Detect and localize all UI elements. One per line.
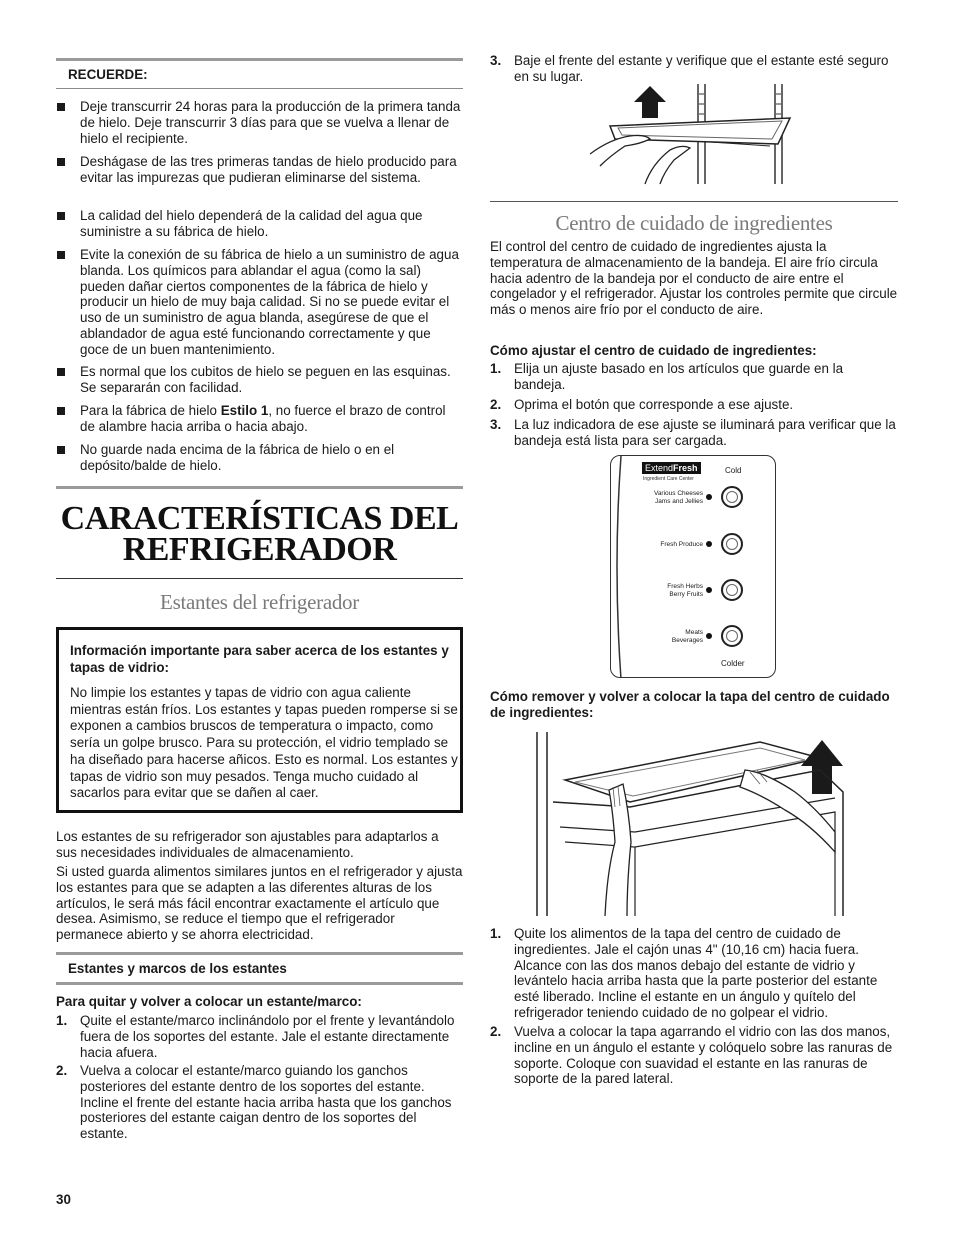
- remember-heading: RECUERDE:: [68, 67, 148, 82]
- bullet-square-icon: [57, 212, 65, 220]
- remember-item: Evite la conexión de su fábrica de hielo a un suministro de agua blanda. Los químicos para ablandar el agua (como la sal) pueden dañar ciertos componentes de la fábrica de hielo y producir un hielo de muy baja calidad. Si no se puede evitar el uso de un suministro de agua blanda, asegúrese de que el ablandador de agua esté funcionando correctamente y que goce de un buen mantenimiento.: [56, 247, 463, 358]
- remember-rule: [56, 88, 463, 89]
- care-center-title: Centro de cuidado de ingredientes: [555, 211, 833, 235]
- shelves-para-2: Si usted guarda alimentos similares juntos en el refrigerador y ajusta los estantes para que se adapten a las diferentes alturas de los artículos, le será más fácil encontrar exactamente el artículo que desea. Asimismo, se reduce el tiempo que el refrigerador permanece abierto y se ahorra electricidad.: [56, 864, 463, 943]
- shelf-illustration: [590, 84, 800, 186]
- shelves-title: Estantes del refrigerador: [160, 590, 359, 614]
- shelves-howto-heading: Para quitar y volver a colocar un estante/marco:: [56, 994, 362, 1009]
- colder-label: Colder: [721, 659, 745, 668]
- care-howto-heading: Cómo ajustar el centro de cuidado de ingredientes:: [490, 343, 817, 358]
- setting-button[interactable]: [721, 579, 743, 601]
- care-top-rule: [490, 201, 898, 202]
- setting-button[interactable]: [721, 533, 743, 555]
- care-step: 1. Elija un ajuste basado en los artículos que guarde en la bandeja.: [490, 361, 844, 392]
- bullet-square-icon: [57, 446, 65, 454]
- remove-heading: Cómo remover y volver a colocar la tapa del centro de cuidado de ingredientes:: [490, 689, 890, 720]
- setting-label: Fresh Produce: [660, 541, 703, 548]
- crisper-cover-illustration: [535, 732, 855, 916]
- bullet-square-icon: [57, 368, 65, 376]
- remember-item: Para la fábrica de hielo Estilo 1, no fuerce el brazo de control de alambre hacia arriba o hacia abajo.: [56, 403, 463, 435]
- page-title: CARACTERÍSTICAS DEL REFRIGERADOR: [60, 500, 459, 568]
- remove-step: 1. Quite los alimentos de la tapa del centro de cuidado de ingredientes. Jale el cajón unas 4" (10,16 cm) hacia fuera. Alcance con las dos manos debajo del estante de vidrio y levántelo hacia arriba hasta que la parte posterior del estante esté liberado. Incline el estante en un ángulo y quítelo del refrigerador teniendo cuidado de no golpear el vidrio.: [490, 926, 878, 1020]
- title-bottom-rule: [56, 578, 463, 579]
- important-info-box: [56, 627, 463, 813]
- bullet-square-icon: [57, 251, 65, 259]
- bullet-square-icon: [57, 103, 65, 111]
- brand-logo: ExtendFresh: [642, 462, 701, 474]
- remove-step: 2. Vuelva a colocar la tapa agarrando el vidrio con las dos manos, incline en un ángulo el estante y colóquelo sobre las ranuras de soporte. Coloque con suavidad el estante en las ranuras de soporte de la pared lateral.: [490, 1024, 893, 1087]
- setting-label: Fresh Herbs Berry Fruits: [667, 583, 703, 598]
- care-center-intro: El control del centro de cuidado de ingredientes ajusta la temperatura de almacenamiento de la bandeja. El aire frío circula hacia adentro de la bandeja por el conducto de aire entre el congelador y el refrigerador. Ajustar los controles permite que circule más o menos aire frío por el conducto de aire.: [490, 239, 898, 318]
- top-rule: [56, 58, 463, 61]
- remember-item: La calidad del hielo dependerá de la calidad del agua que suministre a su fábrica de hielo.: [56, 208, 463, 240]
- subsection-top-rule: [56, 952, 463, 955]
- setting-label: Various Cheeses Jams and Jellies: [653, 490, 703, 505]
- shelf-step-3: 3. Baje el frente del estante y verifique que el estante esté seguro en su lugar.: [490, 53, 889, 84]
- shelf-step: 2. Vuelva a colocar el estante/marco guiando los ganchos posteriores del estante dentro de los soportes del estante. Incline el frente del estante hacia arriba hasta que los ganchos posteriores del estante caigan dentro de los soportes del estante.: [56, 1063, 452, 1142]
- shelves-para-1: Los estantes de su refrigerador son ajustables para adaptarlos a sus necesidades individuales de almacenamiento.: [56, 829, 439, 860]
- box-text: No limpie los estantes y tapas de vidrio con agua caliente mientras están fríos. Los estantes y tapas pueden romperse si se exponen a cambios bruscos de temperatura o impacto, como sería un golpe brusco. Para su protección, el vidrio templado se ha diseñado para hacerse añicos. Esto es normal. Los estantes y tapas de vidrio son muy pesados. Tenga mucho cuidado al sacarlos para evitar que se dañen al caer.: [70, 685, 458, 801]
- box-heading: Información importante para saber acerca de los estantes y tapas de vidrio:: [70, 643, 449, 675]
- care-step: 2. Oprima el botón que corresponde a ese ajuste.: [490, 397, 794, 412]
- indicator-light: [706, 633, 712, 639]
- cold-label: Cold: [725, 466, 742, 475]
- title-top-rule: [56, 486, 463, 489]
- care-step: 3. La luz indicadora de ese ajuste se iluminará para verificar que la bandeja está lista para ser cargada.: [490, 417, 896, 448]
- ingredient-care-panel: [610, 455, 776, 678]
- page-number: 30: [56, 1192, 71, 1207]
- shelf-step: 1. Quite el estante/marco inclinándolo por el frente y levantándolo fuera de los soportes del estante. Jale el estante directamente hacia afuera.: [56, 1013, 455, 1060]
- indicator-light: [706, 541, 712, 547]
- bullet-square-icon: [57, 158, 65, 166]
- remember-item: Deje transcurrir 24 horas para la producción de la primera tanda de hielo. Deje transcurrir 3 días para que se vuelva a llenar de hielo el recipiente.: [56, 99, 463, 146]
- indicator-light: [706, 587, 712, 593]
- brand-subtitle: Ingredient Care Center: [643, 476, 694, 482]
- remember-item: Es normal que los cubitos de hielo se peguen en las esquinas. Se separarán con facilidad.: [56, 364, 463, 396]
- remember-item: Deshágase de las tres primeras tandas de hielo producido para evitar las impurezas que pudieran eliminarse del sistema.: [56, 154, 463, 186]
- indicator-light: [706, 494, 712, 500]
- remember-item: No guarde nada encima de la fábrica de hielo o en el depósito/balde de hielo.: [56, 442, 463, 474]
- bullet-square-icon: [57, 407, 65, 415]
- subsection-heading: Estantes y marcos de los estantes: [68, 961, 287, 976]
- subsection-bottom-rule: [56, 982, 463, 985]
- setting-label: Meats Beverages: [671, 629, 703, 644]
- setting-button[interactable]: [721, 486, 743, 508]
- setting-button[interactable]: [721, 625, 743, 647]
